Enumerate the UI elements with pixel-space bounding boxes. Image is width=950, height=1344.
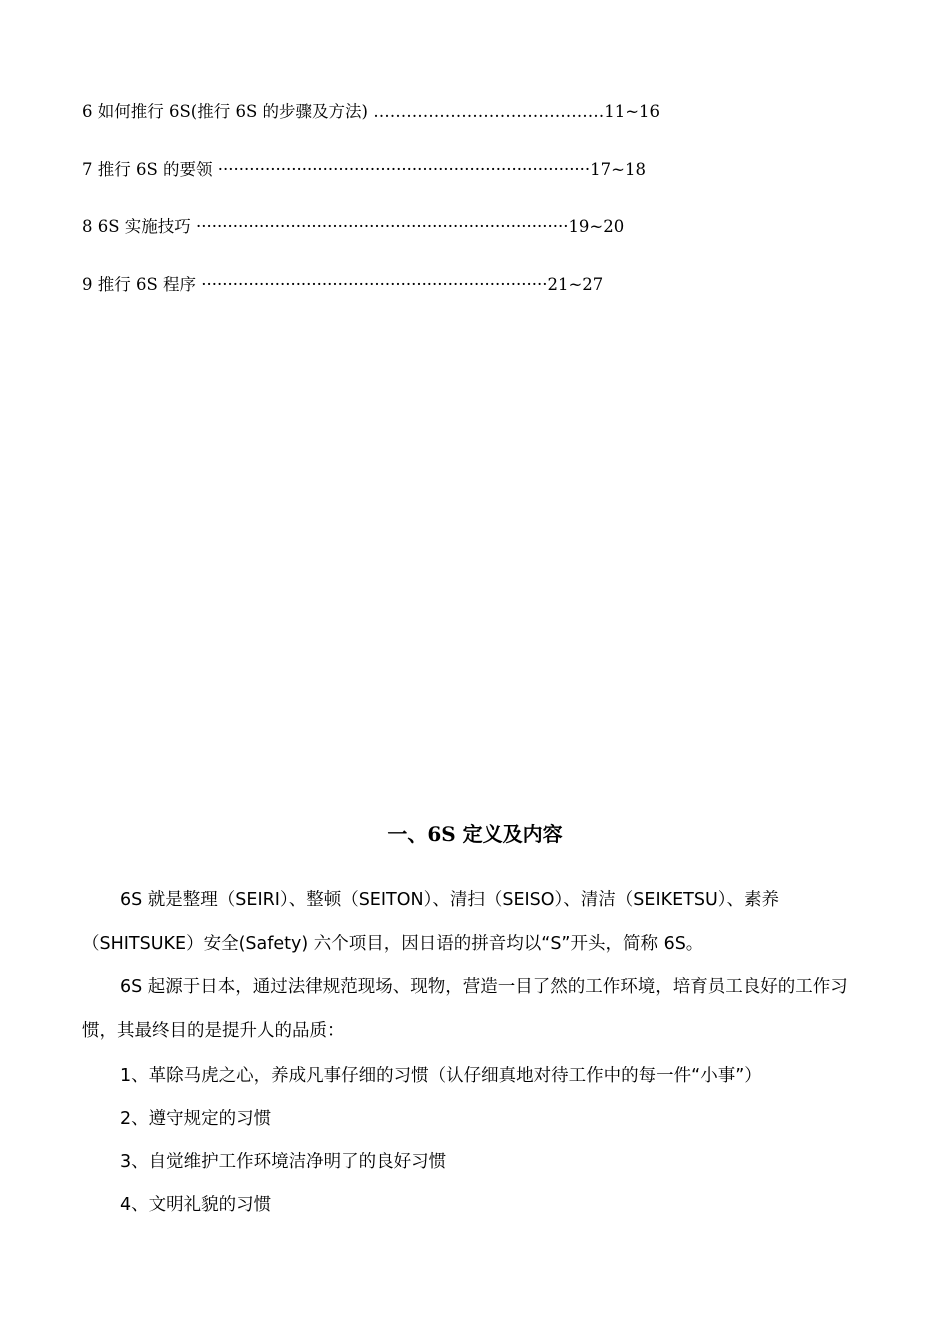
toc-leader: ······································································· — [217, 160, 591, 179]
toc-line-9 — [82, 275, 603, 295]
toc-pages: 19~20 — [568, 217, 625, 236]
toc-line-8 — [82, 217, 624, 237]
toc-text: 8 6S 实施技巧 — [82, 217, 197, 236]
list-item: 1、革除马虎之心，养成凡事仔细的习惯（认仔细真地对待工作中的每一件“小事”） — [120, 1066, 762, 1086]
paragraph-text: 6S 就是整理（SEIRI）、整顿（SEITON）、清扫（SEISO）、清洁（SEIKETSU）、素养（SHITSUKE）安全(Safety) 六个项目，因日语的拼音均以“S”开头，简称 6S。 — [82, 890, 780, 954]
list-item: 3、自觉维护工作环境洁净明了的良好习惯 — [120, 1152, 447, 1172]
list-item: 2、遵守规定的习惯 — [120, 1109, 272, 1129]
toc-line-7 — [82, 160, 646, 180]
list-item: 4、文明礼貌的习惯 — [120, 1195, 272, 1215]
toc-pages: 11~16 — [604, 102, 661, 121]
toc-text: 9 推行 6S 程序 — [82, 275, 202, 294]
toc-leader: ·································································· — [201, 275, 548, 294]
paragraph-text: 6S 起源于日本，通过法律规范现场、现物，营造一目了然的工作环境，培育员工良好的工作习惯，其最终目的是提升人的品质： — [82, 977, 848, 1041]
paragraph-origin — [82, 965, 862, 1053]
toc-line-6 — [82, 102, 660, 122]
section-title: 一、6S 定义及内容 — [387, 822, 563, 846]
paragraph-definition — [82, 878, 862, 966]
toc-pages: 17~18 — [590, 160, 646, 179]
toc-leader: …………………………………… — [373, 102, 605, 121]
toc-pages: 21~27 — [547, 275, 604, 294]
toc-leader: ······································································· — [196, 217, 569, 236]
toc-text: 7 推行 6S 的要领 — [82, 160, 218, 179]
toc-text: 6 如何推行 6S(推行 6S 的步骤及方法) — [82, 102, 374, 121]
